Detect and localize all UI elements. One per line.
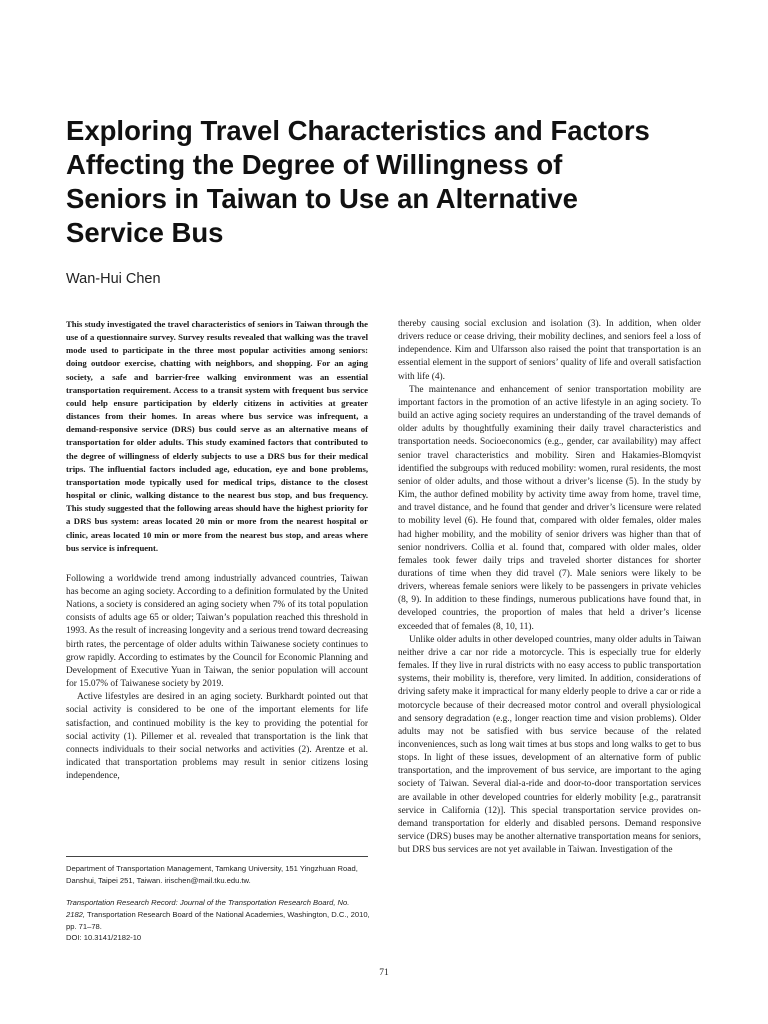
paper-title: Exploring Travel Characteristics and Factors Affecting the Degree of Willingness of Seniors in Taiwan to Use an Alternative Service Bus (66, 115, 650, 248)
footnote-divider (66, 856, 368, 857)
journal-name: Transportation Research Record: Journal of the Transportation Research Board, No. 2182, (66, 898, 350, 919)
doi-text: DOI: 10.3141/2182-10 (66, 933, 142, 943)
publisher-info: Transportation Research Board of the National Academies, Washington, D.C., 2010, pp. 71–78. (66, 909, 370, 931)
left-column (66, 318, 368, 783)
abstract: This study investigated the travel characteristics of seniors in Taiwan through the use of a questionnaire survey. Survey results revealed that walking was the travel mode used to participate in the three most popular activities among seniors: doing outdoor exercise, chatting with neighbors, and shopping. For an aging society, a safe and barrier-free walking environment was an essential transportation requirement. Access to a transit system with frequent bus service could help ensure participation by elderly citizens in activities at greater distances from their homes. In areas where bus service was infrequent, a demand-responsive service (DRS) bus could serve as an alternative means of transportation for older adults. This study examined factors that contributed to the degree of willingness of elderly subjects to use a DRS bus for their medical trips. The influential factors included age, education, eye and bone problems, transportation mode typically used for medical trips, distance to the closest hospital or clinic, walking distance to the nearest bus stop, and bus frequency. This study suggested that the following areas should have the highest priority for a DRS bus system: areas located 20 min or more from the nearest hospital or clinic, areas located 10 min or more from the nearest bus stop, and areas where bus service is infrequent. (66, 319, 368, 553)
body-paragraph: Unlike older adults in other developed countries, many older adults in Taiwan neither drive a car nor ride a motorcycle. This is especially true for elderly females. If they live in rural districts with no easy access to public transportation systems, their mobility is, therefore, very limited. In addition, considerations of driving safety make it impractical for many elderly people to drive a car or ride a motorcycle because of their decreased motor control and overall physiological and sensory degradation (e.g., longer reaction time and vision problems). Older adults may not be satisfied with bus service because of the related inconveniences, such as long wait times at bus stops and long walks to get to bus stops. In light of these issues, development of an alternative form of public transportation, and the improvement of bus service, are important to the aging society of Taiwan. Several dial-a-ride and door-to-door transportation services are available in other developed countries for elderly mobility [e.g., paratransit service in California (12)]. This special transportation service provides on-demand transportation for elderly and disabled persons. Demand responsive service (DRS) buses may be another alternative transportation means for seniors, but DRS bus services are not yet available in Taiwan. Investigation of the (398, 634, 701, 856)
body-paragraph: The maintenance and enhancement of senior transportation mobility are important factors in the promotion of an active lifestyle in an aging society. To build an active aging society requires an understanding of the travel demands of older adults by thoughtfully examining their daily travel characteristics and transportation needs. Socioeconomics (e.g., gender, car availability) may affect senior travel characteristics and mobility. Siren and Hakamies-Blomqvist identified the subgroups with reduced mobility: women, rural residents, the most senior of older adults, and those without a driver’s license (5). In the study by Kim, the author defined mobility by activity time away from home, travel time, and travel distance, and he found that gender and driver’s licensure were related to mobility level (6). He found that, compared with older females, older males had higher mobility, and the mobility of senior drivers was higher than that of senior nondrivers. Collia et al. found that, compared with older males, older females took fewer daily trips and traveled shorter distances for shorter durations of time when they did travel (7). Male seniors were likely to be drivers, whereas female seniors were likely to be passengers in private vehicles (8, 9). In addition to these findings, numerous publications have found that, in developed countries, the proportion of males that held a driver’s license exceeded that of females (8, 10, 11). (398, 384, 701, 632)
author-name: Wan-Hui Chen (66, 271, 161, 287)
body-paragraph: Following a worldwide trend among industrially advanced countries, Taiwan has become an aging society. According to a definition formulated by the United Nations, a society is considered an aging society when 7% of its total population consists of adults age 65 or older; Taiwan’s population reached this threshold in 1993. As the result of increasing longevity and a serious trend toward decreasing birth rates, the percentage of older adults within Taiwanese society continues to grow rapidly. According to estimates by the Council for Economic Planning and Development of Executive Yuan in Taiwan, the senior population will account for 15.07% of Taiwanese society by 2019. (66, 573, 368, 690)
citation-note (66, 897, 370, 944)
right-column (398, 318, 701, 857)
introduction-text (66, 573, 368, 784)
author-affiliation: Department of Transportation Management, Tamkang University, 151 Yingzhuan Road, Danshui, Taipei 251, Taiwan. irischen@mail.tku.edu.tw. (66, 864, 358, 885)
body-paragraph: Active lifestyles are desired in an aging society. Burkhardt pointed out that social activity is considered to be one of the important elements for life satisfaction, and continued mobility is the key to providing the potential for social activity (1). Pillemer et al. revealed that transportation is the link that connects individuals to their social networks and activities (2). Arentze et al. indicated that transportation problems may result in senior citizens losing independence, (66, 692, 368, 782)
body-paragraph: thereby causing social exclusion and isolation (3). In addition, when older drivers reduce or cease driving, their mobility declines, and seniors feel a loss of independence. Kim and Ulfarsson also raised the point that transportation is an essential element in the support of seniors’ quality of life and overall satisfaction with life (4). (398, 319, 701, 382)
page-number: 71 (379, 968, 389, 978)
